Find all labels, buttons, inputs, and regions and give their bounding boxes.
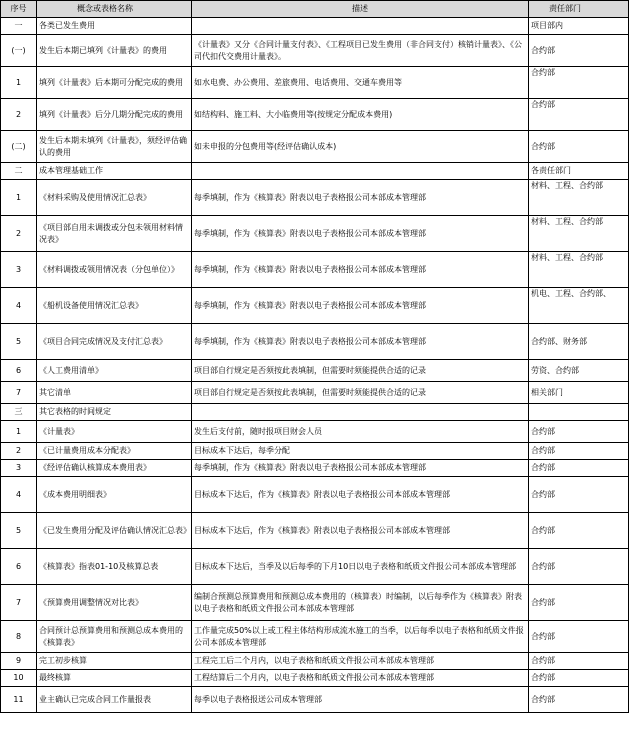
row-department: 合约部 (529, 35, 629, 67)
row-department: 合约部 (529, 670, 629, 687)
row-name: 完工初步核算 (37, 653, 192, 670)
row-number: 1 (1, 180, 37, 216)
row-name: 发生后本期已填列《计量表》的费用 (37, 35, 192, 67)
row-name: 《材料调拨或领用情况表（分包单位）》 (37, 252, 192, 288)
row-department (529, 404, 629, 421)
row-number: 4 (1, 288, 37, 324)
row-department: 合约部 (529, 585, 629, 621)
row-number: 10 (1, 670, 37, 687)
row-department: 合约部 (529, 67, 629, 99)
row-description: 每季填制，作为《核算表》附表以电子表格报公司本部成本管理部 (192, 324, 529, 360)
table-row (1, 18, 629, 35)
table-row (1, 404, 629, 421)
row-description: 如未申报的分包费用等(经评估确认成本) (192, 131, 529, 163)
row-department: 各责任部门 (529, 163, 629, 180)
table-row (1, 288, 629, 324)
row-name: 《核算表》指表01-10及核算总表 (37, 549, 192, 585)
table-row (1, 421, 629, 443)
row-number: 二 (1, 163, 37, 180)
row-department: 材料、工程、合约部 (529, 180, 629, 216)
table-row (1, 324, 629, 360)
row-number: 2 (1, 443, 37, 460)
row-description (192, 18, 529, 35)
table-row (1, 382, 629, 404)
row-number: 三 (1, 404, 37, 421)
table-row (1, 687, 629, 713)
row-number: 6 (1, 549, 37, 585)
row-department: 合约部、财务部 (529, 324, 629, 360)
row-description: 项目部自行规定是否须按此表填制，但需要时须能提供合适的记录 (192, 360, 529, 382)
header-no: 序号 (1, 1, 37, 18)
row-number: 3 (1, 252, 37, 288)
table-row (1, 549, 629, 585)
row-name: 《材料采购及使用情况汇总表》 (37, 180, 192, 216)
row-department: 项目部内 (529, 18, 629, 35)
row-description: 工程结算后二个月内，以电子表格和纸质文件报公司本部成本管理部 (192, 670, 529, 687)
row-number: 8 (1, 621, 37, 653)
table-row (1, 252, 629, 288)
row-department: 合约部 (529, 421, 629, 443)
row-description (192, 163, 529, 180)
row-number: 5 (1, 324, 37, 360)
table-row (1, 35, 629, 67)
row-department: 合约部 (529, 513, 629, 549)
header-row (1, 1, 629, 18)
row-department: 材料、工程、合约部 (529, 252, 629, 288)
row-name: 其它清单 (37, 382, 192, 404)
row-name: 业主确认已完成合同工作量报表 (37, 687, 192, 713)
row-number: 1 (1, 421, 37, 443)
row-name: 《项目部自用未调拨或分包未领用材料情况表》 (37, 216, 192, 252)
row-description: 每季填制，作为《核算表》附表以电子表格报公司本部成本管理部 (192, 460, 529, 477)
row-department: 合约部 (529, 99, 629, 131)
row-description: 每季填制，作为《核算表》附表以电子表格报公司本部成本管理部 (192, 252, 529, 288)
header-name: 概念或表格名称 (37, 1, 192, 18)
row-name: 发生后本期未填列《计量表》，须经评估确认的费用 (37, 131, 192, 163)
row-department: 材料、工程、合约部 (529, 216, 629, 252)
table-row (1, 99, 629, 131)
row-name: 各类已发生费用 (37, 18, 192, 35)
row-department: 合约部 (529, 653, 629, 670)
row-name: 最终核算 (37, 670, 192, 687)
row-department: 合约部 (529, 549, 629, 585)
row-description: 工作量完成50%以上或工程主体结构形成流水施工的当季，以后每季以电子表格和纸质文件报公司本部成本管理部 (192, 621, 529, 653)
table-row (1, 513, 629, 549)
row-name: 填列《计量表》后分几期分配完成的费用 (37, 99, 192, 131)
row-description: 如水电费、办公费用、差旅费用、电话费用、交通车费用等 (192, 67, 529, 99)
table-row (1, 477, 629, 513)
row-description: 每季以电子表格报送公司成本管理部 (192, 687, 529, 713)
row-description: 目标成本下达后，作为《核算表》附表以电子表格报公司本部成本管理部 (192, 477, 529, 513)
row-name: 《已发生费用分配及评估确认情况汇总表》 (37, 513, 192, 549)
row-number: (二) (1, 131, 37, 163)
row-number: (一) (1, 35, 37, 67)
row-name: 填列《计量表》后本期可分配完成的费用 (37, 67, 192, 99)
row-name: 《经评估确认核算成本费用表》 (37, 460, 192, 477)
header-dept: 责任部门 (529, 1, 629, 18)
row-number: 7 (1, 382, 37, 404)
row-name: 《项目合同完成情况及支付汇总表》 (37, 324, 192, 360)
row-description: 目标成本下达后，每季分配 (192, 443, 529, 460)
row-description: 编制合预测总预算费用和预测总成本费用的（核算表）时编制，以后每季作为《核算表》附表以电子表格和纸质文件报公司本部成本管理部 (192, 585, 529, 621)
row-department: 合约部 (529, 477, 629, 513)
row-department: 劳资、合约部 (529, 360, 629, 382)
row-description: 发生后支付前，随时报项目财会人员 (192, 421, 529, 443)
table-row (1, 360, 629, 382)
row-description: 目标成本下达后，当季及以后每季的下月10日以电子表格和纸质文件报公司本部成本管理部 (192, 549, 529, 585)
row-number: 5 (1, 513, 37, 549)
table-row (1, 585, 629, 621)
row-description: 每季填制，作为《核算表》附表以电子表格报公司本部成本管理部 (192, 180, 529, 216)
table-row (1, 216, 629, 252)
row-name: 成本管理基础工作 (37, 163, 192, 180)
table-row (1, 163, 629, 180)
row-description: 《计量表》又分《合同计量支付表》、《工程项目已发生费用（非合同支付）核销计量表》、《公司代扣代交费用计量表》。 (192, 35, 529, 67)
row-number: 2 (1, 99, 37, 131)
row-number: 11 (1, 687, 37, 713)
row-department: 相关部门 (529, 382, 629, 404)
row-department: 机电、工程、合约部、 (529, 288, 629, 324)
row-department: 合约部 (529, 621, 629, 653)
row-description: 工程完工后二个月内，以电子表格和纸质文件报公司本部成本管理部 (192, 653, 529, 670)
row-name: 合同预计总预算费用和预测总成本费用的《核算表》 (37, 621, 192, 653)
table-row (1, 67, 629, 99)
row-department: 合约部 (529, 460, 629, 477)
row-name: 《已计量费用成本分配表》 (37, 443, 192, 460)
row-name: 《船机设备使用情况汇总表》 (37, 288, 192, 324)
row-department: 合约部 (529, 443, 629, 460)
row-number: 3 (1, 460, 37, 477)
row-description: 目标成本下达后，作为《核算表》附表以电子表格报公司本部成本管理部 (192, 513, 529, 549)
row-description: 项目部自行规定是否须按此表填制，但需要时须能提供合适的记录 (192, 382, 529, 404)
table-row (1, 180, 629, 216)
row-description: 每季填制，作为《核算表》附表以电子表格报公司本部成本管理部 (192, 288, 529, 324)
row-name: 《计量表》 (37, 421, 192, 443)
row-name: 《人工费用清单》 (37, 360, 192, 382)
table-row (1, 653, 629, 670)
row-number: 9 (1, 653, 37, 670)
table-row (1, 131, 629, 163)
table-row (1, 443, 629, 460)
row-number: 6 (1, 360, 37, 382)
row-name: 《预算费用调整情况对比表》 (37, 585, 192, 621)
row-description: 如结构料、施工料、大小临费用等(按规定分配成本费用) (192, 99, 529, 131)
row-number: 4 (1, 477, 37, 513)
table-row (1, 670, 629, 687)
row-department: 合约部 (529, 687, 629, 713)
header-desc: 描述 (192, 1, 529, 18)
row-number: 1 (1, 67, 37, 99)
row-name: 其它表格的时间规定 (37, 404, 192, 421)
table-row (1, 460, 629, 477)
row-number: 一 (1, 18, 37, 35)
row-number: 7 (1, 585, 37, 621)
row-number: 2 (1, 216, 37, 252)
row-name: 《成本费用明细表》 (37, 477, 192, 513)
row-department: 合约部 (529, 131, 629, 163)
row-description: 每季填制，作为《核算表》附表以电子表格报公司本部成本管理部 (192, 216, 529, 252)
table-row (1, 621, 629, 653)
row-description (192, 404, 529, 421)
